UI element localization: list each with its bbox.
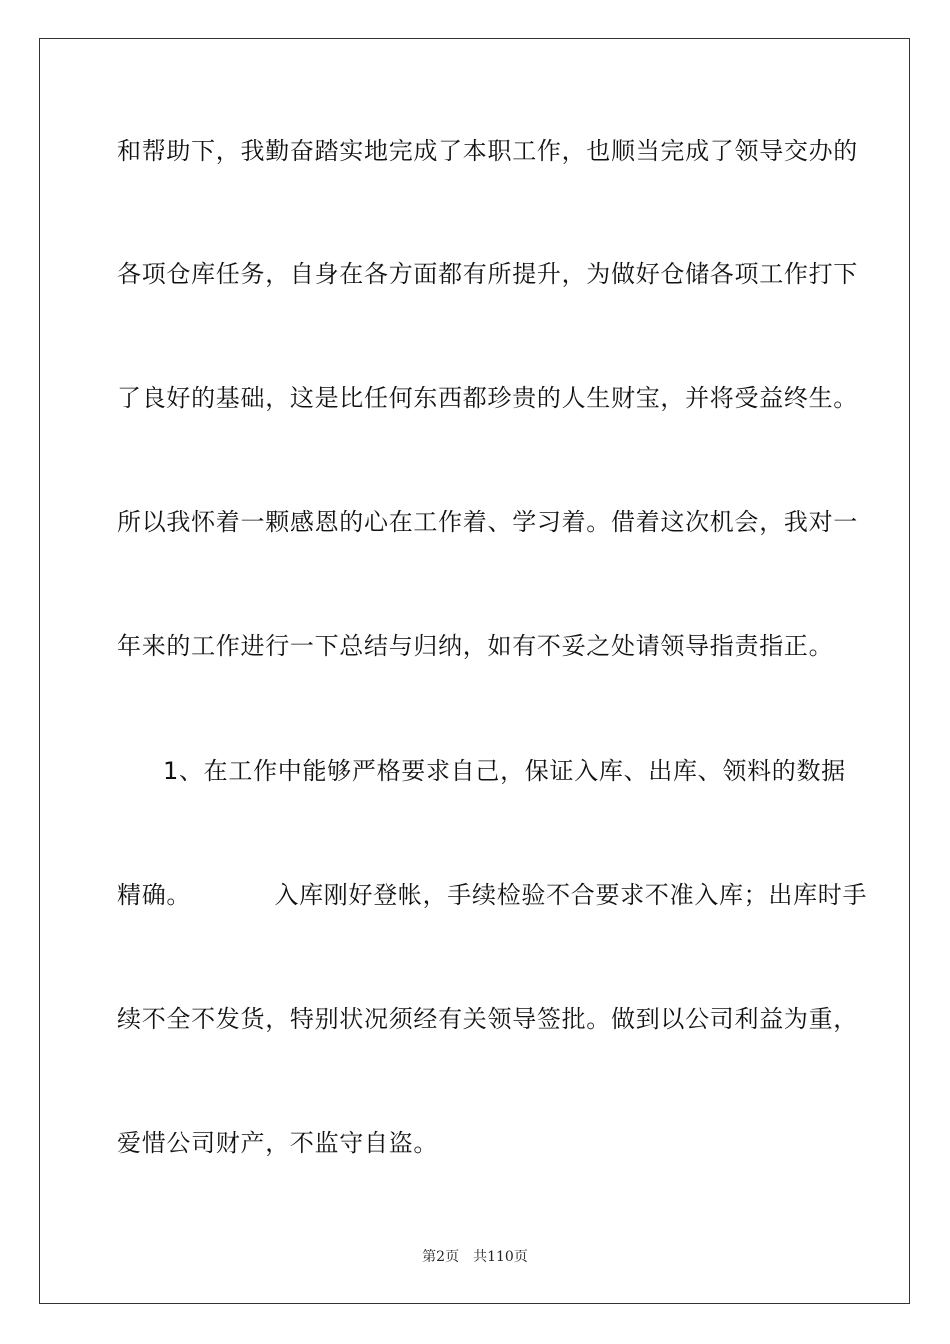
paragraph-line-5: 年来的工作进行一下总结与归纳，如有不妥之处请领导指责指正。 [117,632,834,660]
page-total: 共110页 [473,1249,528,1265]
page-frame [39,38,910,1304]
list-item-1-line-1: 1、在工作中能够严格要求自己，保证入库、出库、领料的数据 [163,757,846,785]
paragraph-line-4: 所以我怀着一颗感恩的心在工作着、学习着。借着这次机会，我对一 [117,508,858,536]
list-item-1-line-2: 精确。 入库刚好登帐，手续检验不合要求不准入库；出库时手 [117,881,868,909]
list-item-1-line-3: 续不全不发货，特别状况须经有关领导签批。做到以公司利益为重， [117,1005,858,1033]
list-item-1-line-4: 爱惜公司财产，不监守自盗。 [117,1129,439,1157]
page-number: 第2页 [422,1249,460,1265]
paragraph-line-2: 各项仓库任务，自身在各方面都有所提升，为做好仓储各项工作打下 [117,260,858,288]
paragraph-line-3: 了良好的基础，这是比任何东西都珍贵的人生财宝，并将受益终生。 [117,384,858,412]
page-footer [0,1248,950,1266]
paragraph-line-1: 和帮助下，我勤奋踏实地完成了本职工作，也顺当完成了领导交办的 [117,137,858,165]
